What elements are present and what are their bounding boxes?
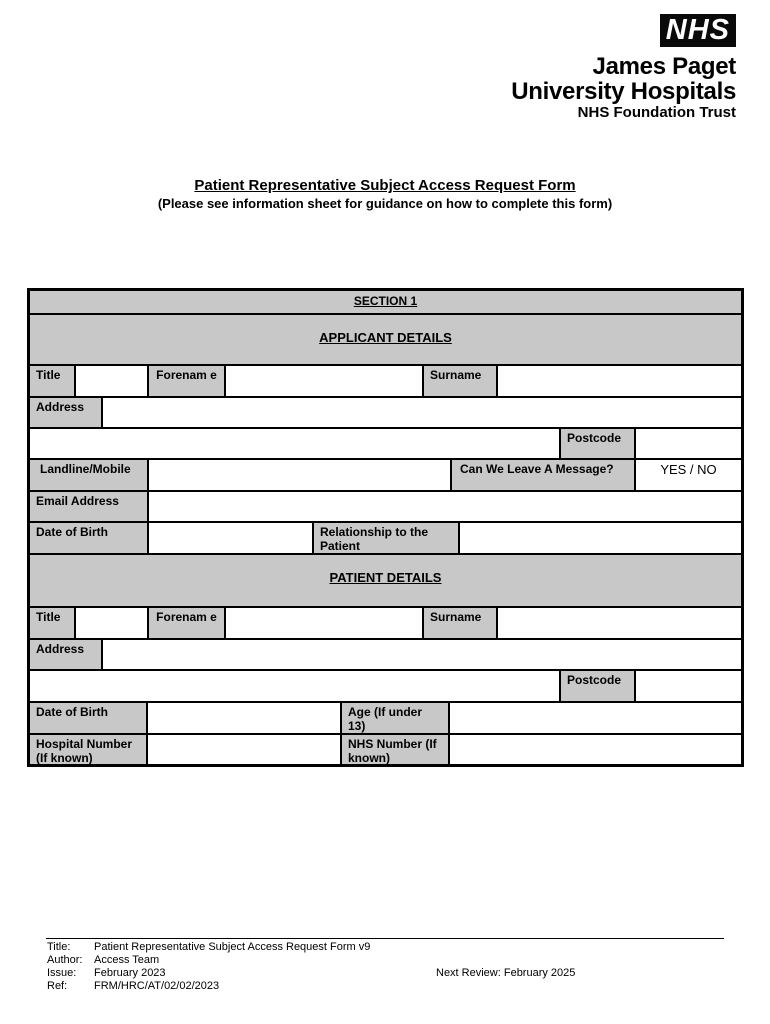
leave-message-options[interactable]: YES / NO <box>635 459 742 491</box>
org-name-line1: James Paget <box>592 53 736 80</box>
applicant-title-input[interactable] <box>75 365 148 397</box>
patient-dob-label: Date of Birth <box>29 702 147 734</box>
applicant-forename-label: Forenam e <box>148 365 225 397</box>
footer-ref-value: FRM/HRC/AT/02/02/2023 <box>94 980 220 992</box>
footer-author-key: Author: <box>47 954 83 966</box>
applicant-details-header: APPLICANT DETAILS <box>29 314 742 365</box>
patient-surname-input[interactable] <box>497 607 742 639</box>
patient-dob-input[interactable] <box>147 702 341 734</box>
nhs-number-input[interactable] <box>449 734 742 765</box>
applicant-title-label: Title <box>29 365 75 397</box>
applicant-dob-input[interactable] <box>148 522 313 554</box>
patient-address-line2-input[interactable] <box>29 670 560 702</box>
footer-title-key: Title: <box>47 941 71 953</box>
hospital-number-label: Hospital Number (If known) <box>29 734 147 765</box>
relationship-input[interactable] <box>459 522 742 554</box>
applicant-dob-label: Date of Birth <box>29 522 148 554</box>
org-name-line2: University Hospitals <box>511 78 736 105</box>
applicant-postcode-label: Postcode <box>560 428 635 459</box>
footer-ref-key: Ref: <box>47 980 68 992</box>
patient-address-label: Address <box>29 639 102 670</box>
footer-issue-value: February 2023 <box>94 967 166 979</box>
patient-title-label: Title <box>29 607 75 639</box>
applicant-email-label: Email Address <box>29 491 148 522</box>
footer-author-value: Access Team <box>94 954 160 966</box>
patient-forename-input[interactable] <box>225 607 423 639</box>
applicant-email-input[interactable] <box>148 491 742 522</box>
applicant-forename-input[interactable] <box>225 365 423 397</box>
request-form-table <box>27 288 744 767</box>
patient-surname-label: Surname <box>423 607 497 639</box>
applicant-surname-label: Surname <box>423 365 497 397</box>
applicant-address-label: Address <box>29 397 102 428</box>
nhs-logo <box>486 14 736 118</box>
footer-next-review: Next Review: February 2025 <box>436 967 576 979</box>
nhs-number-label: NHS Number (If known) <box>341 734 449 765</box>
section-1-header: SECTION 1 <box>29 290 742 314</box>
footer-title-value: Patient Representative Subject Access Request Form v9 <box>94 941 371 953</box>
nhs-badge: NHS <box>660 14 736 47</box>
patient-postcode-input[interactable] <box>635 670 742 702</box>
applicant-address-input[interactable] <box>102 397 742 428</box>
leave-message-label: Can We Leave A Message? <box>451 459 635 491</box>
org-name-line3: NHS Foundation Trust <box>577 104 736 118</box>
relationship-label: Relationship to the Patient <box>313 522 459 554</box>
patient-address-input[interactable] <box>102 639 742 670</box>
footer-divider <box>46 938 724 939</box>
patient-forename-label: Forenam e <box>148 607 225 639</box>
patient-postcode-label: Postcode <box>560 670 635 702</box>
hospital-number-input[interactable] <box>147 734 341 765</box>
applicant-postcode-input[interactable] <box>635 428 742 459</box>
patient-age-input[interactable] <box>449 702 742 734</box>
patient-age-label: Age (If under 13) <box>341 702 449 734</box>
form-title: Patient Representative Subject Access Request Form <box>194 177 576 194</box>
patient-details-header: PATIENT DETAILS <box>29 554 742 607</box>
applicant-phone-label: Landline/Mobile <box>29 459 148 491</box>
applicant-address-line2-input[interactable] <box>29 428 560 459</box>
applicant-surname-input[interactable] <box>497 365 742 397</box>
footer-issue-key: Issue: <box>47 967 77 979</box>
form-subtitle: (Please see information sheet for guidance on how to complete this form) <box>157 196 613 211</box>
applicant-phone-input[interactable] <box>148 459 451 491</box>
patient-title-input[interactable] <box>75 607 148 639</box>
